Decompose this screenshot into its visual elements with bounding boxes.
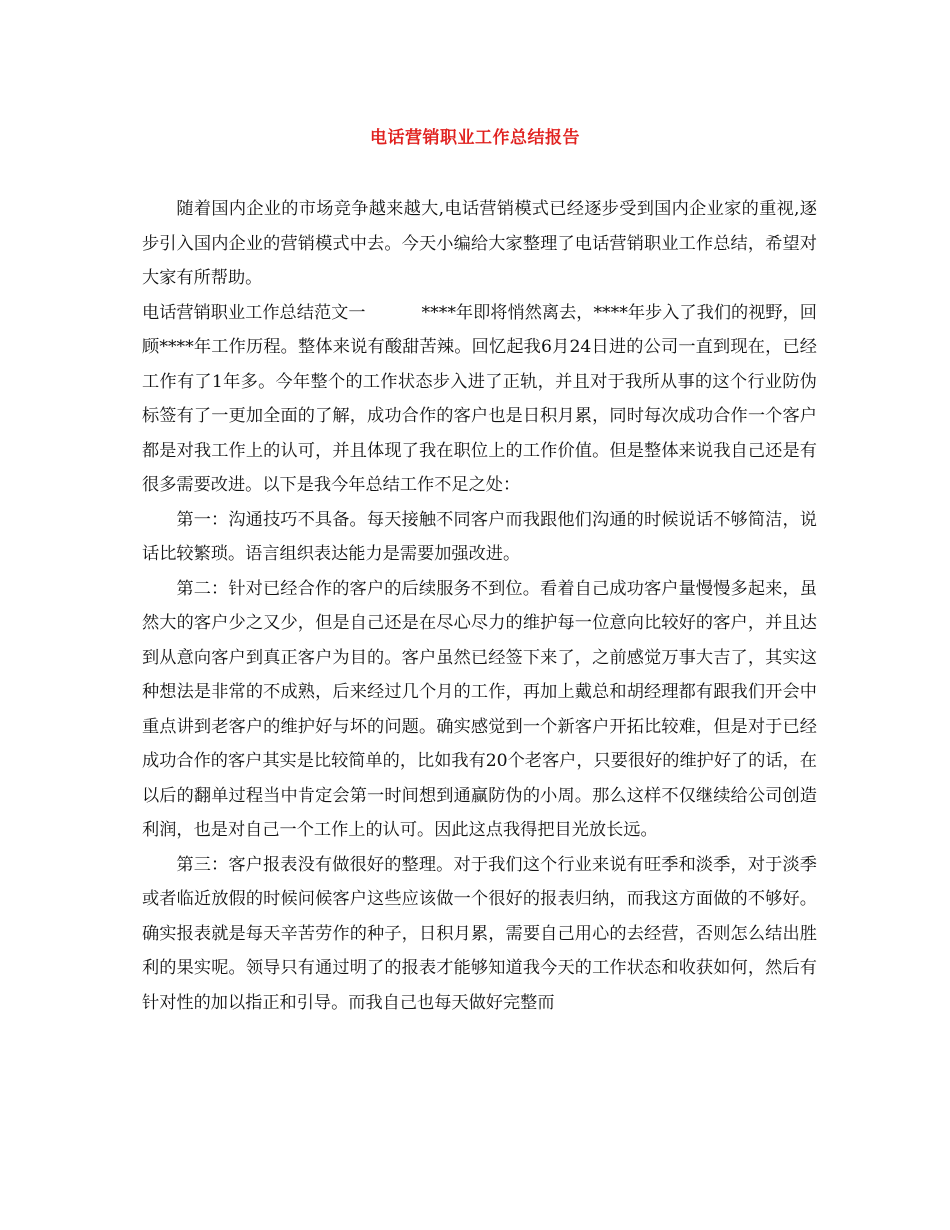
point-one-paragraph: 第一：沟通技巧不具备。每天接触不同客户而我跟他们沟通的时候说话不够简洁，说话比较繁琐。语言组织表达能力是需要加强改进。 (142, 509, 817, 564)
section-heading: 电话营销职业工作总结范文一 (142, 302, 366, 323)
point-three-paragraph: 第三：客户报表没有做很好的整理。对于我们这个行业来说有旺季和淡季，对于淡季或者临近放假的时候问候客户这些应该做一个很好的报表归纳，而我这方面做的不够好。确实报表就是每天辛苦劳作的种子，日积月累，需要自己用心的去经营，否则怎么结出胜利的果实呢。领导只有通过明了的报表才能够知道我今天的工作状态和收获如何，然后有针对性的加以指正和引导。而我自己也每天做好完整而 (142, 854, 817, 1013)
intro-paragraph: 随着国内企业的市场竞争越来越大,电话营销模式已经逐步受到国内企业家的重视,逐步引入国内企业的营销模式中去。今天小编给大家整理了电话营销职业工作总结，希望对大家有所帮助。 (142, 199, 817, 288)
section-body: ****年即将悄然离去，****年步入了我们的视野，回顾****年工作历程。整体来说有酸甜苦辣。回忆起我6月24日进的公司一直到现在，已经工作有了1年多。今年整个的工作状态步入进了正轨，并且对于我所从事的这个行业防伪标签有了一更加全面的了解，成功合作的客户也是日积月累，同时每次成功合作一个客户都是对我工作上的认可，并且体现了我在职位上的工作价值。但是整体来说我自己还是有很多需要改进。以下是我今年总结工作不足之处： (142, 302, 817, 495)
document-body (142, 192, 817, 1020)
point-two-paragraph: 第二：针对已经合作的客户的后续服务不到位。看着自己成功客户量慢慢多起来，虽然大的客户少之又少，但是自己还是在尽心尽力的维护每一位意向比较好的客户，并且达到从意向客户到真正客户为目的。客户虽然已经签下来了，之前感觉万事大吉了，其实这种想法是非常的不成熟，后来经过几个月的工作，再加上戴总和胡经理都有跟我们开会中重点讲到老客户的维护好与坏的问题。确实感觉到一个新客户开拓比较难，但是对于已经成功合作的客户其实是比较简单的，比如我有20个老客户，只要很好的维护好了的话，在以后的翻单过程当中肯定会第一时间想到通赢防伪的小周。那么这样不仅继续给公司创造利润，也是对自己一个工作上的认可。因此这点我得把目光放长远。 (142, 578, 817, 840)
section-paragraph (142, 296, 817, 503)
document-title: 电话营销职业工作总结报告 (370, 128, 580, 148)
